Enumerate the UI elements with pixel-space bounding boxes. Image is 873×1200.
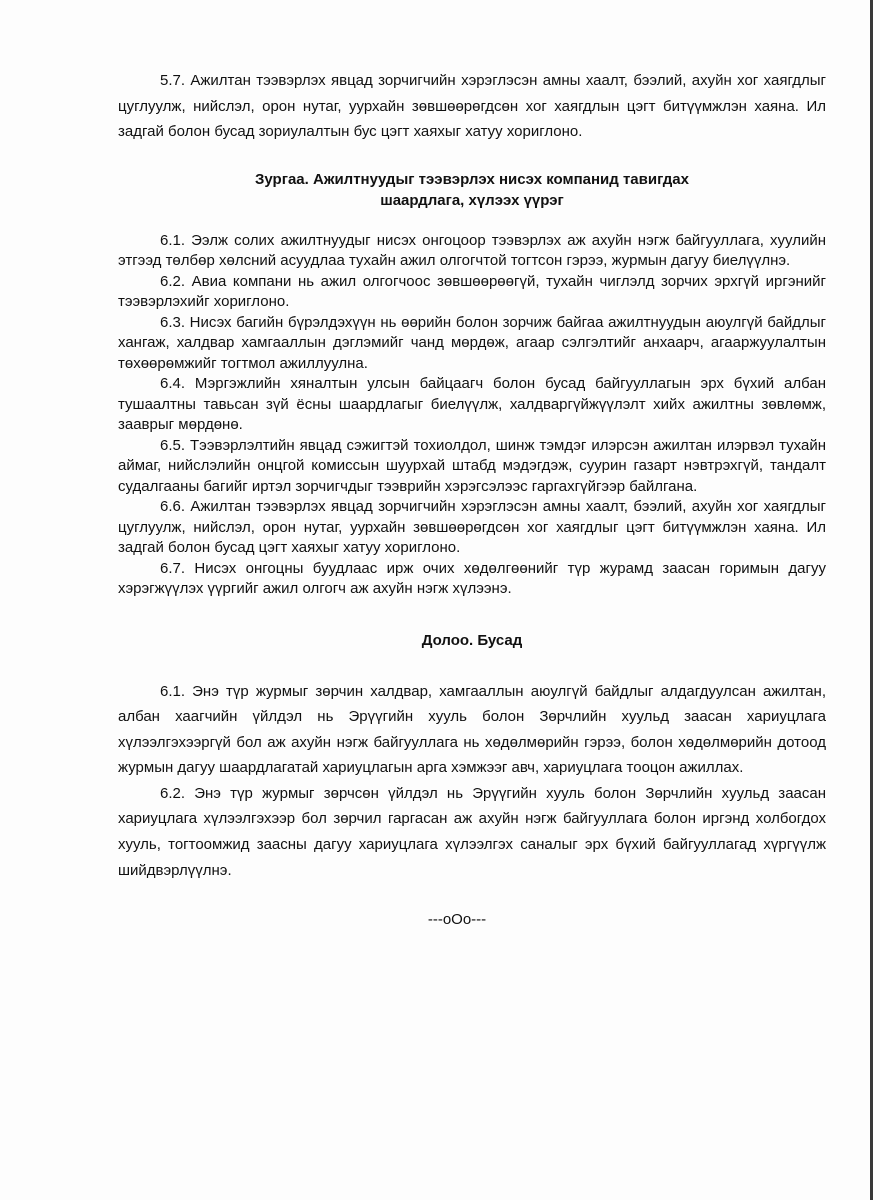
paragraph-7-1: 6.1. Энэ түр журмыг зөрчин халдвар, хамгааллын аюулгүй байдлыг алдагдуулсан ажилтан, албан хаагчийн үйлдэл нь Эрүүгийн хууль болон Зөрчлийн хуульд заасан хариуцлага хүлээлгэхээргүй бол аж ахуйн нэгж байгууллага нь хөдөлмөрийн гэрээ, болон хөдөлмөрийн дотоод журмын дагуу шаардлагатай хариуцлагын арга хэмжээг авч, хариуцлага тооцон ажиллах.	[118, 682, 826, 777]
paragraph-5-7: 5.7. Ажилтан тээвэрлэх явцад зорчигчийн хэрэглэсэн амны хаалт, бээлий, ахуйн хог хаягдлыг цуглуулж, нийслэл, орон нутаг, уурхайн зөвшөөрөгдсөн хог хаягдлын цэгт битүүмжлэн хаяна. Ил задгай болон бусад зориулалтын бус цэгт хаяхыг хатуу хориглоно.	[118, 72, 826, 140]
paragraph-6-2: 6.2. Авиа компани нь ажил олгогчоос зөвшөөрөөгүй, тухайн чиглэлд зорчих эрхгүй иргэнийг тээвэрлэхийг хориглоно.	[118, 272, 826, 310]
paragraph-6-5: 6.5. Тээвэрлэлтийн явцад сэжигтэй тохиолдол, шинж тэмдэг илэрсэн ажилтан илэрвэл тухайн аймаг, нийслэлийн онцгой комиссын шуурхай штабд мэдэгдэж, суурин газарт нэвтрэхгүй, тандалт судалгааны багийг иртэл зорчигчдыг тээврийн хэрэгсэлээс гаргахгүйгээр байлгана.	[118, 436, 826, 495]
paragraph-6-6: 6.6. Ажилтан тээвэрлэх явцад зорчигчийн хэрэглэсэн амны хаалт, бээлий, ахуйн хог хаягдлыг цуглуулж, нийслэл, орон нутаг, уурхайн зөвшөөрөгдсөн хог хаягдлыг цэгт битүүмжлэн хаяна. Ил задгай болон бусад цэгт хаяхыг хатуу хориглоно.	[118, 498, 826, 556]
section-7-heading: Долоо. Бусад	[421, 631, 523, 649]
section-7-body	[118, 679, 826, 884]
section-6-heading-line1: Зургаа. Ажилтнуудыг тээвэрлэх нисэх компанид тавигдах	[255, 170, 689, 188]
paragraph-6-1: 6.1. Ээлж солих ажилтнуудыг нисэх онгоцоор тээвэрлэх аж ахуйн нэгж байгууллага, хуулийн этгээд төлбөр хөлсний асуудлаа тухайн ажил олгогчтой тогтсон гэрээ, журмын дагуу биелүүлнэ.	[118, 231, 826, 269]
document-body	[118, 68, 826, 928]
section-6-heading	[118, 169, 826, 211]
section-6-heading-line2: шаардлага, хүлээх үүрэг	[380, 191, 564, 209]
paragraph-6-3: 6.3. Нисэх багийн бүрэлдэхүүн нь өөрийн болон зорчиж байгаа ажилтнуудын аюулгүй байдлыг хангаж, халдвар хамгааллын дэглэмийг чанд мөрдөж, агаар сэлгэлтийг анхаарч, агааржуулалтын төхөөрөмжийг тогтмол ажиллуулна.	[118, 313, 826, 372]
paragraph-6-7: 6.7. Нисэх онгоцны буудлаас ирж очих хөдөлгөөнийг түр журамд заасан горимын дагуу хэрэгжүүлэх үүргийг ажил олгогч аж ахуйн нэгж хүлээнэ.	[118, 559, 826, 597]
section-6-body	[118, 231, 826, 600]
paragraph-6-4: 6.4. Мэргэжлийн хяналтын улсын байцаагч болон бусад байгууллагын эрх бүхий албан тушаалтны тавьсан зүй ёсны шаардлагыг биелүүлж, халдваргүйжүүлэлт хийх ажилтны зөвлөмж, зааврыг мөрдөнө.	[118, 375, 826, 433]
end-mark: ---oOo---	[427, 911, 487, 929]
paragraph-7-2: 6.2. Энэ түр журмыг зөрчсөн үйлдэл нь Эрүүгийн хууль болон Зөрчлийн хуульд заасан хариуцлага хүлээлгэхээр бол зөрчил гаргасан аж ахуйн нэгж байгууллага болон иргэнд холбогдох хууль, тогтоомжид заасны дагуу хариуцлага хүлээлгэх саналыг эрх бүхий байгууллагад хүргүүлж шийдвэрлүүлнэ.	[118, 784, 826, 879]
